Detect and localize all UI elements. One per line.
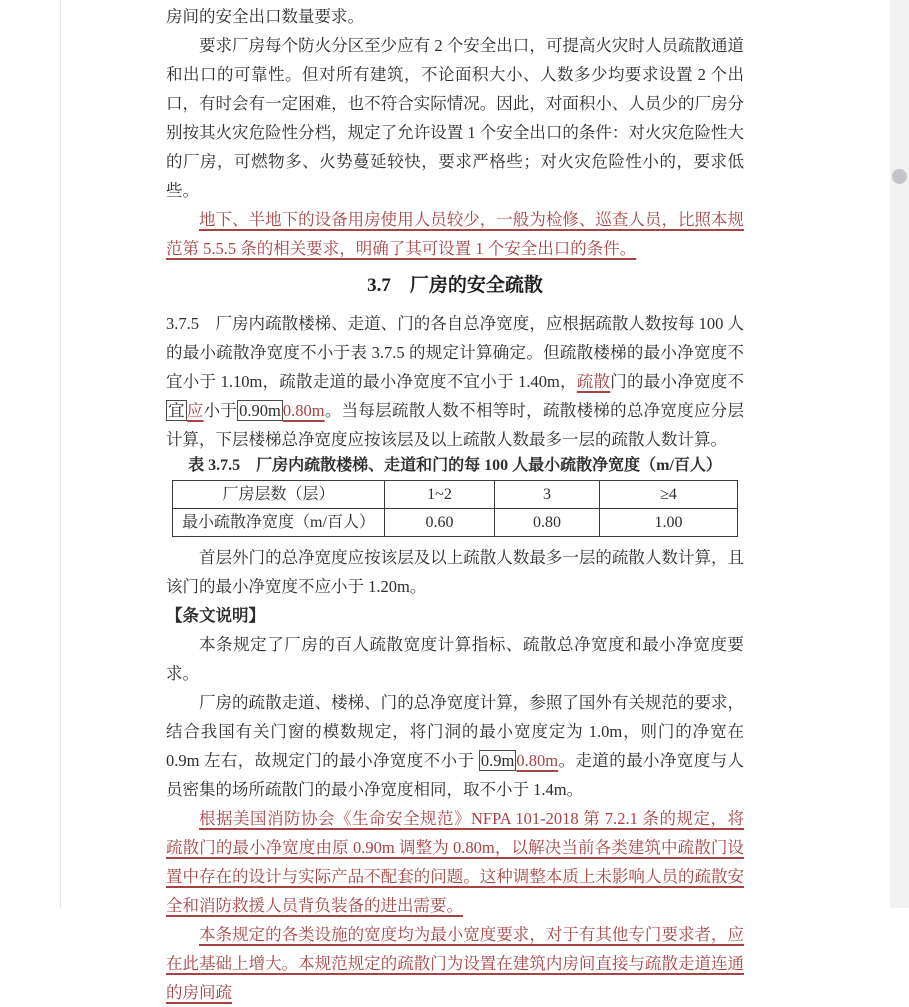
inserted-revision-text: 0.80m (282, 401, 325, 420)
table-row (173, 481, 738, 509)
scrollbar-thumb[interactable] (892, 169, 907, 184)
text-run: 首层外门的总净宽度应按该层及以上疏散人数最多一层的疏散人数计算，且该门的最小净宽度不应小于 1.20m。 (166, 548, 744, 596)
text-run: 3.7.5 厂房内疏散楼梯、走道、门的各自总净宽度，应根据疏散人数按每 100 人的最小疏散净宽度不小于表 3.7.5 的规定计算确定。但疏散楼梯的最小净宽度不宜小于 1.10m，疏散走道的最小净宽度不宜小于 1.40m， (166, 314, 744, 391)
text-run: 厂房的疏散走道、楼梯、门的总净宽度计算，参照了国外有关规范的要求，结合我国有关门窗的模数规定，将门洞的最小宽度定为 1.0m，则门的净宽在 0.9m 左右，故规定门的最小净宽度不小于 (166, 693, 744, 770)
inserted-revision-text: 应 (186, 401, 204, 420)
text-run: 。走道的最小净宽度与人员密集的场所疏散门的最小净宽度相同，取不小于 1.4m。 (166, 751, 744, 799)
paragraph (166, 309, 744, 454)
text-run: 房间的安全出口数量要求。 (166, 7, 364, 26)
paragraph (166, 31, 744, 205)
table-cell: 0.60 (385, 509, 495, 537)
table-cell: 0.80 (495, 509, 600, 537)
paragraph (166, 630, 744, 688)
paragraph (166, 804, 744, 920)
explanation-label: 【条文说明】 (166, 606, 265, 625)
paragraph (166, 920, 744, 1007)
table-cell: 最小疏散净宽度（m/百人） (173, 509, 385, 537)
inserted-revision-text: 地下、半地下的设备用房使用人员较少，一般为检修、巡查人员，比照本规范第 5.5.5 条的相关要求，明确了其可设置 1 个安全出口的条件。 (166, 210, 744, 258)
table-cell: 1.00 (600, 509, 738, 537)
text-run: 小于 (203, 401, 238, 420)
deleted-boxed-text: 宜 (168, 401, 185, 420)
table-header-cell: 3 (495, 481, 600, 509)
inserted-revision-text: 疏散 (576, 372, 611, 391)
table-header-cell: ≥4 (600, 481, 738, 509)
spec-table (172, 480, 738, 537)
text-run: 要求厂房每个防火分区至少应有 2 个安全出口，可提高火灾时人员疏散通道和出口的可靠性。但对所有建筑，不论面积大小、人数多少均要求设置 2 个出口，有时会有一定困难，也不符合实际情况。因此，对面积小、人员少的厂房分别按其火灾危险性分档，规定了允许设置 1 个安全出口的条件：对火灾危险性大的厂房，可燃物多、火势蔓延较快，要求严格些；对火灾危险性小的，要求低些。 (166, 36, 744, 200)
table-row (173, 509, 738, 537)
section-heading: 3.7 厂房的安全疏散 (367, 275, 543, 296)
table-header-cell: 1~2 (385, 481, 495, 509)
document-page (166, 2, 744, 1007)
deleted-boxed-text: 0.90m (239, 401, 281, 420)
paragraph (166, 205, 744, 263)
text-run: 本条规定了厂房的百人疏散宽度计算指标、疏散总净宽度和最小净宽度要求。 (166, 635, 744, 683)
scrollbar-track[interactable] (890, 0, 909, 908)
inserted-revision-text: 本条规定的各类设施的宽度均为最小宽度要求，对于有其他专门要求者，应在此基础上增大。本规范规定的疏散门为设置在建筑内房间直接与疏散走道连通的房间疏 (166, 925, 744, 1002)
text-run: 。当每层疏散人数不相等时，疏散楼梯的总净宽度应分层计算，下层楼梯总净宽度应按该层及以上疏散人数最多一层的疏散人数计算。 (166, 401, 745, 449)
inserted-revision-text: 根据美国消防协会《生命安全规范》NFPA 101-2018 第 7.2.1 条的规定，将疏散门的最小净宽度由原 0.90m 调整为 0.80m，以解决当前各类建筑中疏散门设置中存在的设计与实际产品不配套的问题。这种调整本质上未影响人员的疏散安全和消防救援人员背负装备的进出需要。 (166, 809, 744, 915)
inserted-revision-text: 0.80m (516, 751, 559, 770)
paragraph (166, 688, 744, 804)
page-edge-divider (60, 0, 61, 908)
table-header-cell: 厂房层数（层） (173, 481, 385, 509)
deleted-boxed-text: 0.9m (480, 751, 515, 770)
paragraph (166, 543, 744, 601)
table-caption: 表 3.7.5 厂房内疏散楼梯、走道和门的每 100 人最小疏散净宽度（m/百人） (188, 457, 722, 474)
text-run: 门的最小净宽度不 (610, 372, 745, 391)
paragraph (166, 2, 744, 31)
